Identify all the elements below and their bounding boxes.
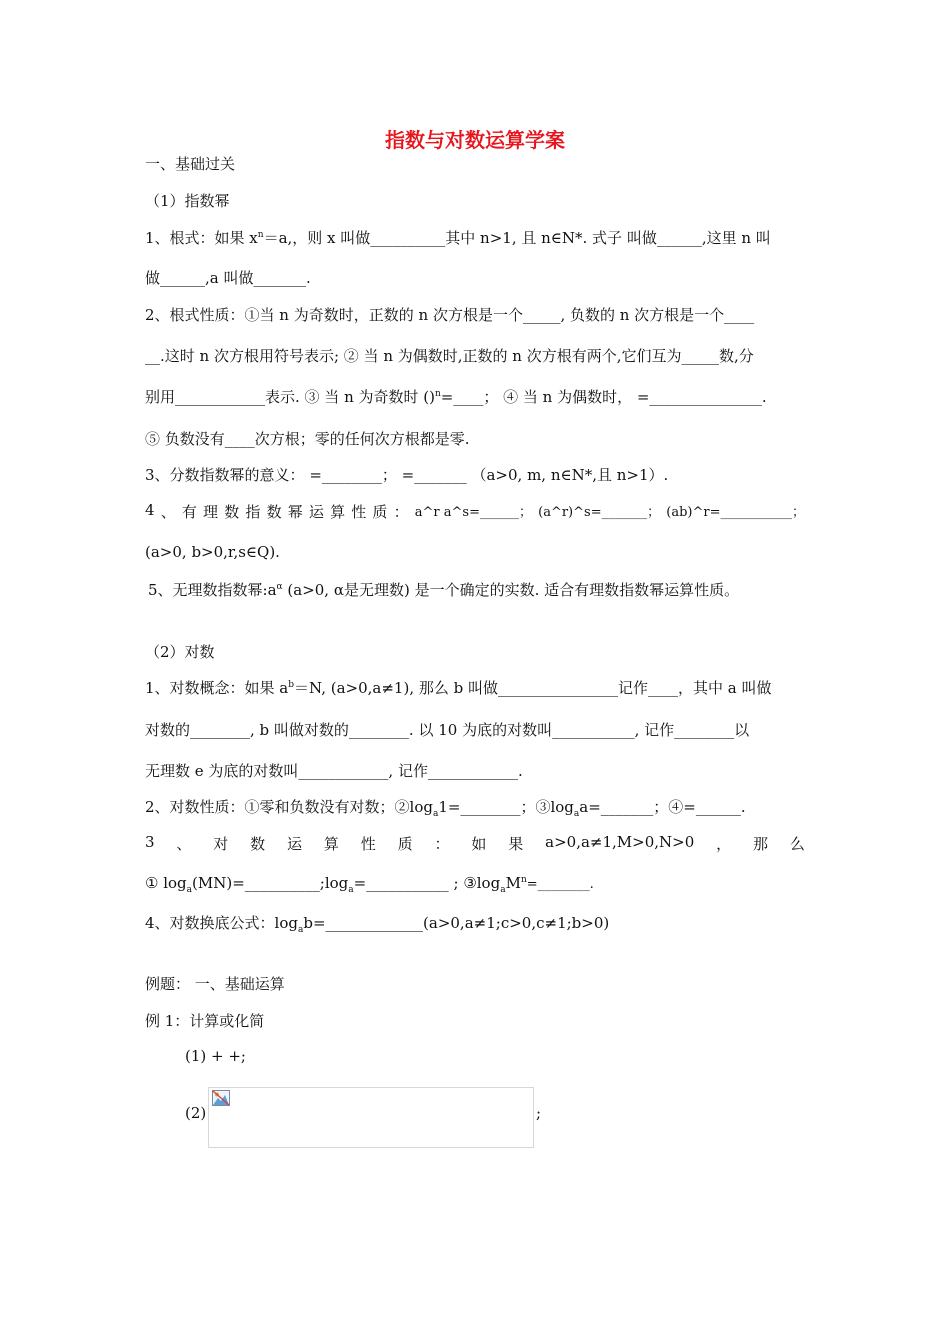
example-1-item-1: (1) + +; [185, 1047, 246, 1065]
token: 有 [181, 503, 197, 521]
text-segment: ＝N, (a>0,a≠1), 那么 b 叫做________________记作____，其中 a 叫做 [294, 679, 772, 697]
subscript: a [297, 925, 304, 935]
token: a>0,a≠1,M>0,N>0 [545, 833, 695, 851]
text-segment: 5、无理数指数幂:a [148, 581, 277, 599]
text-segment: =________. [526, 877, 594, 892]
token: 算 [323, 835, 339, 853]
token: 那 [753, 835, 769, 853]
log-operation-rules-line-1 [145, 833, 805, 854]
radical-properties-line-3 [145, 386, 767, 407]
examples-heading: 例题： 一、基础运算 [145, 975, 285, 993]
token: 3 [145, 833, 155, 851]
log-operation-rules-line-2 [145, 874, 594, 895]
token: 性 [351, 503, 367, 521]
radical-properties-line-4: ⑤ 负数没有____次方根；零的任何次方根都是零. [145, 430, 470, 448]
text-segment: b=_____________(a>0,a≠1;c>0,c≠1;b>0) [303, 914, 610, 932]
radical-definition-line-1 [145, 227, 771, 248]
text-segment: =___________ ; ③log [353, 874, 501, 892]
example-1-item-2-label: (2) [185, 1104, 207, 1122]
token: 、 [160, 503, 176, 521]
token: 对 [213, 835, 229, 853]
token: ： [393, 503, 409, 521]
superscript: n [520, 875, 527, 885]
text-segment: ＝a,，则 x 叫做__________其中 n>1, 且 n∈N*. 式子 叫做______,这里 n 叫 [263, 229, 771, 247]
token: ， [716, 835, 732, 853]
page-title: 指数与对数运算学案 [385, 128, 565, 152]
token: 数 [224, 503, 240, 521]
token: 性 [360, 835, 376, 853]
text-segment: 1=________；③log [438, 798, 574, 816]
token: 4 [145, 501, 155, 519]
subsection-heading-logarithms: （2）对数 [145, 643, 215, 661]
token: 如 [471, 835, 487, 853]
token: (a^r)^s=_______； [538, 505, 661, 520]
superscript: b [288, 680, 295, 690]
token: (ab)^r=___________； [666, 505, 805, 520]
text-segment: ① log [145, 874, 187, 892]
text-segment: (MN)=__________;log [192, 874, 349, 892]
subscript: a [432, 809, 439, 819]
log-concept-line-2: 对数的________, b 叫做对数的________. 以 10 为底的对数叫___________, 记作________以 [145, 721, 750, 739]
text-segment: a=_______；④=______. [579, 798, 746, 816]
text-segment: M [505, 874, 521, 892]
broken-image-icon [212, 1090, 230, 1106]
text-segment: 1、根式：如果 x [145, 229, 258, 247]
rational-exponent-rules-line [145, 501, 805, 522]
fractional-exponent-line: 3、分数指数幂的意义： =________； =_______ （a>0, m, n∈N*,且 n>1）. [145, 466, 669, 484]
superscript: n [434, 389, 441, 399]
token: 运 [287, 835, 303, 853]
token: a^r a^s=______； [414, 505, 532, 520]
token: 算 [330, 503, 346, 521]
example-1-item-2-end: ; [536, 1104, 542, 1122]
subscript: a [573, 809, 580, 819]
token: 运 [308, 503, 324, 521]
text-segment: 1、对数概念：如果 a [145, 679, 289, 697]
radical-properties-line-2: __.这时 n 次方根用符号表示; ② 当 n 为偶数时,正数的 n 次方根有两个,它们互为_____数,分 [145, 347, 754, 365]
subscript: a [186, 885, 193, 895]
superscript: n [257, 230, 264, 240]
change-of-base-line [145, 912, 609, 933]
token: 果 [508, 835, 524, 853]
token: 指 [245, 503, 261, 521]
token: 质 [372, 503, 388, 521]
subscript: a [500, 885, 506, 895]
token: 理 [203, 503, 219, 521]
token: 数 [250, 835, 266, 853]
token: 幂 [287, 503, 303, 521]
subsection-heading-exponents: （1）指数幂 [145, 192, 230, 210]
token: 、 [176, 835, 192, 853]
example-1-heading: 例 1：计算或化简 [145, 1012, 265, 1030]
token: 么 [789, 835, 805, 853]
rational-exponent-conditions: (a>0, b>0,r,s∈Q). [145, 543, 280, 561]
text-segment: 别用____________表示. ③ 当 n 为奇数时 () [145, 388, 435, 406]
radical-properties-line-1: 2、根式性质：①当 n 为奇数时，正数的 n 次方根是一个_____, 负数的 n 次方根是一个____ [145, 306, 755, 324]
subscript: a [348, 885, 354, 895]
token: 数 [266, 503, 282, 521]
text-segment: =____； ④ 当 n 为偶数时， =_______________. [440, 388, 767, 406]
token: ： [434, 835, 450, 853]
log-properties-line [145, 796, 746, 817]
text-segment: 2、对数性质：①零和负数没有对数；②log [145, 798, 433, 816]
superscript: α [276, 582, 283, 592]
text-segment: 4、对数换底公式：log [145, 914, 298, 932]
radical-definition-line-2: 做______,a 叫做_______. [145, 269, 311, 287]
section-heading-basics: 一、基础过关 [145, 155, 236, 173]
formula-image-placeholder [208, 1087, 534, 1148]
text-segment: (a>0, α是无理数) 是一个确定的实数. 适合有理数指数幂运算性质。 [282, 581, 740, 599]
log-concept-line-1 [145, 677, 771, 698]
log-concept-line-3: 无理数 e 为底的对数叫____________, 记作____________. [145, 762, 523, 780]
irrational-exponent-line [148, 579, 739, 600]
token: 质 [397, 835, 413, 853]
